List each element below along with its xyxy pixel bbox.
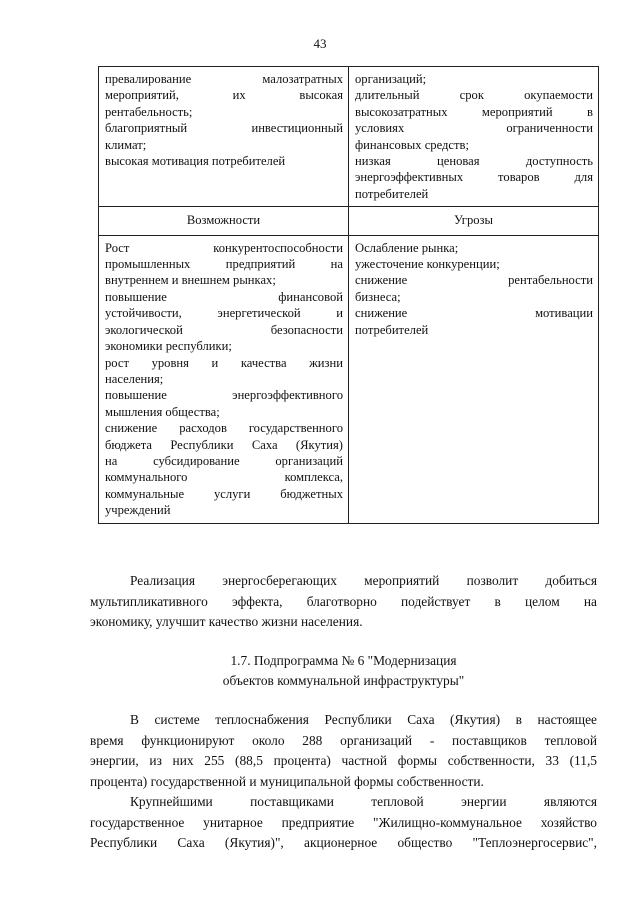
cell-line: бюджета Республики Саха (Якутия) bbox=[105, 437, 343, 452]
cell-line: мероприятий, их высокая bbox=[105, 88, 343, 103]
cell-line: снижение рентабельности bbox=[355, 273, 593, 288]
cell-line: рост уровня и качества жизни bbox=[105, 355, 343, 370]
paragraph-line: Республики Саха (Якутия)", акционерное общество "Теплоэнергосервис", bbox=[90, 835, 597, 850]
opportunities-cell bbox=[99, 235, 349, 523]
paragraph-largest-suppliers bbox=[90, 792, 597, 854]
cell-line: ужесточение конкуренции; bbox=[355, 257, 500, 272]
cell-line: длительный срок окупаемости bbox=[355, 88, 593, 103]
cell-line: экономики республики; bbox=[105, 339, 232, 354]
cell-line: Ослабление рынка; bbox=[355, 240, 459, 255]
paragraph-line: Крупнейшими поставщиками тепловой энергии являются bbox=[130, 794, 597, 809]
cell-line: промышленных предприятий на bbox=[105, 257, 343, 272]
cell-line: рентабельность; bbox=[105, 104, 193, 119]
cell-line: бизнеса; bbox=[355, 289, 401, 304]
cell-line: населения; bbox=[105, 371, 164, 386]
strengths-cell bbox=[99, 67, 349, 207]
cell-line: повышение энергоэффективного bbox=[105, 388, 343, 403]
paragraph-heat-supply bbox=[90, 710, 597, 792]
table-row-opportunities-threats bbox=[99, 235, 599, 523]
paragraph-line: экономику, улучшит качество жизни населения. bbox=[90, 614, 363, 629]
cell-line: энергоэффективных товаров для bbox=[355, 170, 593, 185]
cell-line: потребителей bbox=[355, 322, 429, 337]
paragraph-line: В системе теплоснабжения Республики Саха (Якутия) в настоящее bbox=[130, 712, 597, 727]
swot-table bbox=[98, 66, 599, 524]
page-number: 43 bbox=[313, 36, 327, 51]
paragraph-line: время функционируют около 288 организаций - поставщиков тепловой bbox=[90, 732, 597, 748]
cell-line: снижение мотивации bbox=[355, 306, 593, 321]
section-heading-line: 1.7. Подпрограмма № 6 "Модернизация bbox=[230, 653, 457, 668]
paragraph-multiplicative-effect bbox=[90, 571, 597, 633]
cell-line: на субсидирование организаций bbox=[105, 453, 343, 468]
cell-line: потребителей bbox=[355, 186, 429, 201]
opportunities-header: Возможности bbox=[99, 207, 349, 235]
cell-line: организаций; bbox=[355, 72, 427, 86]
paragraph-line: Реализация энергосберегающих мероприятий позволит добиться bbox=[130, 573, 597, 588]
cell-line: условиях ограниченности bbox=[355, 121, 593, 136]
cell-line: мышления общества; bbox=[105, 404, 220, 419]
section-heading bbox=[90, 651, 597, 691]
section-heading-line: объектов коммунальной инфраструктуры" bbox=[222, 673, 465, 688]
table-row-weaknesses-continued bbox=[99, 67, 599, 207]
cell-line: климат; bbox=[105, 137, 147, 152]
paragraph-line: государственное унитарное предприятие "Жилищно-коммунальное хозяйство bbox=[90, 814, 597, 830]
cell-line: учреждений bbox=[105, 503, 171, 518]
cell-line: превалирование малозатратных bbox=[105, 72, 343, 86]
table-row-headers bbox=[99, 207, 599, 235]
cell-line: Рост конкурентоспособности bbox=[105, 240, 343, 255]
cell-line: коммунального комплекса, bbox=[105, 470, 343, 485]
weaknesses-cell bbox=[349, 67, 599, 207]
cell-line: высокая мотивация потребителей bbox=[105, 154, 286, 169]
cell-line: снижение расходов государственного bbox=[105, 421, 343, 436]
cell-line: коммунальные услуги бюджетных bbox=[105, 486, 343, 501]
paragraph-line: мультипликативного эффекта, благотворно подействует в целом на bbox=[90, 593, 597, 609]
cell-line: повышение финансовой bbox=[105, 289, 343, 304]
cell-line: низкая ценовая доступность bbox=[355, 154, 593, 169]
threats-cell bbox=[349, 235, 599, 523]
cell-line: благоприятный инвестиционный bbox=[105, 121, 343, 136]
cell-line: устойчивости, энергетической и bbox=[105, 306, 343, 321]
cell-line: внутреннем и внешнем рынках; bbox=[105, 273, 276, 288]
paragraph-line: энергии, из них 255 (88,5 процента) частной формы собственности, 33 (11,5 bbox=[90, 753, 597, 768]
threats-header: Угрозы bbox=[349, 207, 599, 235]
cell-line: высокозатратных мероприятий в bbox=[355, 104, 593, 119]
cell-line: финансовых средств; bbox=[355, 137, 469, 152]
paragraph-line: процента) государственной и муниципальной формы собственности. bbox=[90, 773, 484, 789]
cell-line: экологической безопасности bbox=[105, 322, 343, 337]
